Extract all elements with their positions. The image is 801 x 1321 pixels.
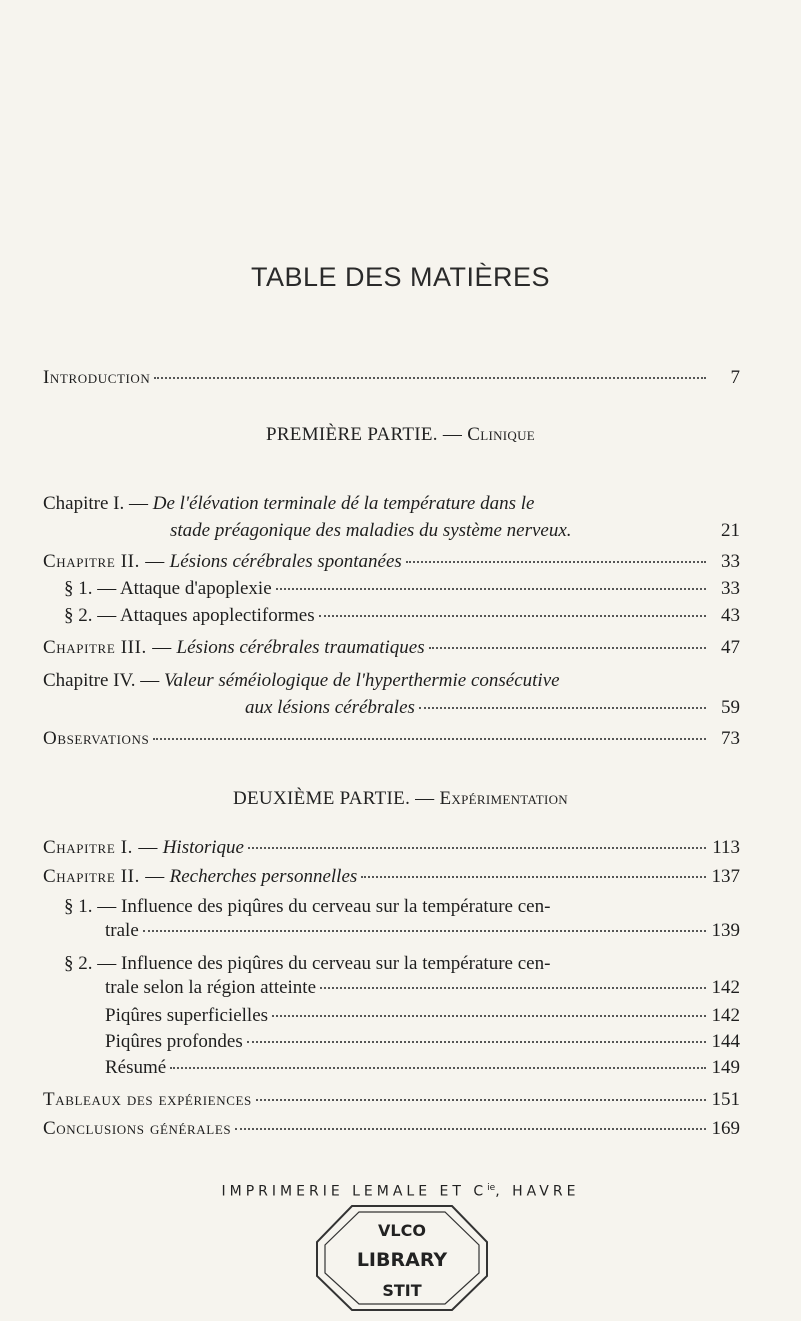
dot-leader — [406, 561, 706, 563]
dot-leader — [320, 987, 706, 989]
page-number: 113 — [712, 837, 740, 858]
entry-label: Introduction — [43, 367, 151, 388]
dot-leader — [154, 377, 706, 379]
entry-prefix: Chapitre I. — — [43, 493, 149, 514]
page-number: 33 — [721, 551, 740, 572]
page-number: 139 — [711, 920, 740, 941]
dot-leader — [256, 1099, 706, 1101]
toc-entry-p1-s1 — [64, 578, 740, 600]
toc-entry-conclusions — [43, 1118, 740, 1140]
dot-leader — [361, 876, 706, 878]
entry-title: Lésions cérébrales spontanées — [169, 551, 402, 572]
entry-prefix: Chapitre II. — — [43, 866, 165, 887]
entry-title: Historique — [162, 837, 244, 858]
page-number: 142 — [711, 1005, 740, 1026]
page-number: 142 — [711, 977, 740, 998]
page-number: 33 — [721, 578, 740, 599]
toc-entry-p2-s2-line2 — [105, 977, 740, 999]
entry-prefix: § 1. — — [64, 578, 117, 599]
entry-title-cont: stade préagonique des maladies du système nerveux. — [170, 520, 572, 541]
part-two-heading-sub: Expérimentation — [439, 788, 568, 809]
part-one-heading — [0, 424, 801, 446]
entry-title: Résumé — [105, 1057, 167, 1078]
toc-entry-p2-piqures-profondes — [105, 1031, 740, 1053]
dot-leader — [143, 930, 706, 932]
entry-title: Attaques apoplectiformes — [119, 605, 315, 626]
entry-title: Recherches personnelles — [169, 866, 358, 887]
dot-leader — [248, 847, 706, 849]
part-one-heading-main: PREMIÈRE PARTIE. — — [265, 424, 463, 445]
toc-entry-p2-resume — [105, 1057, 740, 1079]
entry-title: Lésions cérébrales traumatiques — [176, 637, 425, 658]
entry-prefix: Chapitre II. — — [43, 551, 165, 572]
page-number: 169 — [711, 1118, 740, 1139]
dot-leader — [247, 1041, 706, 1043]
entry-title: Influence des piqûres du cerveau sur la température cen- — [121, 896, 551, 917]
toc-entry-p1-ch4-line1 — [43, 670, 560, 692]
entry-title: Attaque d'apoplexie — [119, 578, 272, 599]
entry-prefix: Chapitre IV. — — [43, 670, 160, 691]
stamp-center-text: LIBRARY — [356, 1249, 448, 1271]
toc-entry-p2-piqures-superficielles — [105, 1005, 740, 1027]
page-number: 149 — [711, 1057, 740, 1078]
toc-entry-observations — [43, 728, 740, 750]
entry-prefix: § 2. — — [64, 605, 117, 626]
page-number: 21 — [721, 520, 740, 541]
dot-leader — [235, 1128, 706, 1130]
page-number: 151 — [711, 1089, 740, 1110]
entry-label: Conclusions générales — [43, 1118, 232, 1139]
page-number: 73 — [721, 728, 740, 749]
toc-entry-p1-s2 — [64, 605, 740, 627]
dot-leader — [153, 738, 706, 740]
stamp-top-text: VLCO — [378, 1221, 426, 1240]
entry-title: Influence des piqûres du cerveau sur la température cen- — [121, 953, 551, 974]
part-two-heading-main: DEUXIÈME PARTIE. — — [233, 788, 435, 809]
entry-prefix: Chapitre III. — — [43, 637, 172, 658]
entry-title-cont: aux lésions cérébrales — [245, 697, 415, 718]
part-one-heading-sub: Clinique — [467, 424, 536, 445]
toc-entry-p2-s1-line1 — [64, 896, 550, 918]
page-number: 144 — [711, 1031, 740, 1052]
toc-entry-p1-ch3 — [43, 637, 740, 659]
part-two-heading — [0, 788, 801, 810]
page-number: 59 — [721, 697, 740, 718]
stamp-bottom-text: STIT — [382, 1281, 422, 1300]
toc-entry-p1-ch2 — [43, 551, 740, 573]
dot-leader — [319, 615, 706, 617]
dot-leader — [429, 647, 706, 649]
page-number: 47 — [721, 637, 740, 658]
toc-entry-p1-ch1-line1 — [43, 493, 534, 515]
entry-prefix: § 1. — — [64, 896, 117, 917]
toc-entry-p1-ch1-line2 — [170, 520, 740, 542]
toc-entry-p2-s1-line2 — [105, 920, 740, 942]
toc-entry-introduction — [43, 367, 740, 389]
toc-entry-tableaux — [43, 1089, 740, 1111]
page-number: 137 — [711, 866, 740, 887]
entry-title: De l'élévation terminale dé la température dans le — [152, 493, 535, 514]
page-title: TABLE DES MATIÈRES — [250, 262, 551, 292]
dot-leader — [276, 588, 706, 590]
entry-title: Valeur séméiologique de l'hyperthermie consécutive — [164, 670, 560, 691]
dot-leader — [272, 1015, 706, 1017]
library-stamp-icon — [307, 1198, 497, 1316]
page-number: 43 — [721, 605, 740, 626]
toc-entry-p2-ch2 — [43, 866, 740, 888]
toc-entry-p2-ch1 — [43, 837, 740, 859]
dot-leader — [170, 1067, 706, 1069]
entry-label: Observations — [43, 728, 150, 749]
page-number: 7 — [730, 367, 740, 388]
entry-title-cont: trale — [105, 920, 139, 941]
toc-entry-p1-ch4-line2 — [245, 697, 740, 719]
dot-leader — [419, 707, 706, 709]
printer-name: IMPRIMERIE LEMALE ET C — [221, 1183, 488, 1200]
printer-sup: ie — [487, 1183, 496, 1193]
entry-prefix: § 2. — — [64, 953, 117, 974]
entry-prefix: Chapitre I. — — [43, 837, 158, 858]
entry-label: Tableaux des expériences — [43, 1089, 252, 1110]
toc-entry-p2-s2-line1 — [64, 953, 550, 975]
entry-title-cont: trale selon la région atteinte — [105, 977, 317, 998]
entry-title: Piqûres superficielles — [105, 1005, 269, 1026]
printer-city: , HAVRE — [495, 1183, 580, 1200]
entry-title: Piqûres profondes — [105, 1031, 243, 1052]
